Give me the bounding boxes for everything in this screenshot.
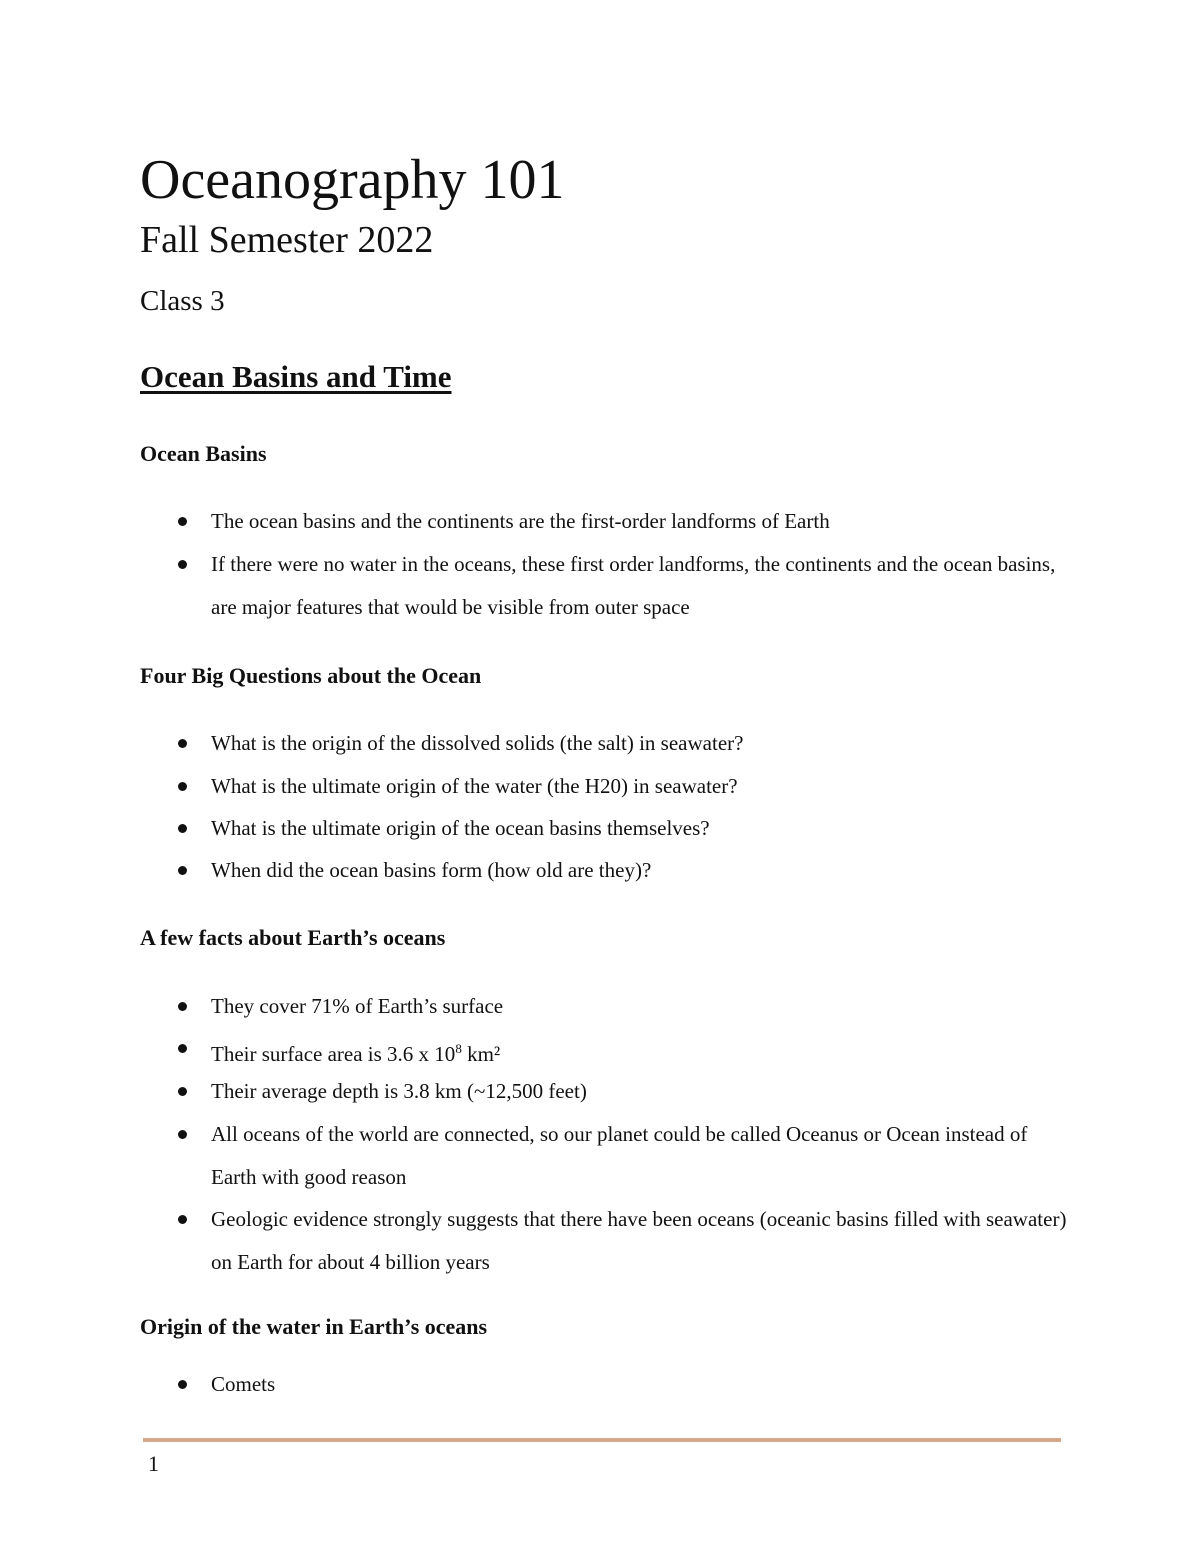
list-item <box>211 849 1071 892</box>
bullet-icon <box>178 824 187 833</box>
list-item-text: What is the ultimate origin of the ocean basins themselves? <box>211 816 710 840</box>
bullet-icon <box>178 866 187 875</box>
bullet-icon <box>178 1044 187 1053</box>
list-item <box>211 500 1071 543</box>
subheading-ocean-basins: Ocean Basins <box>140 441 267 466</box>
bullet-icon <box>178 1130 187 1139</box>
list-item <box>211 722 1071 765</box>
subheading-four-big-questions: Four Big Questions about the Ocean <box>140 663 482 688</box>
list-item-text: When did the ocean basins form (how old are they)? <box>211 858 652 882</box>
bullet-icon <box>178 782 187 791</box>
footer-rule <box>143 1438 1061 1442</box>
bullet-icon <box>178 1087 187 1096</box>
class-label: Class 3 <box>140 285 225 317</box>
bullet-icon <box>178 517 187 526</box>
bullet-icon <box>178 739 187 748</box>
list-item-text: The ocean basins and the continents are the first-order landforms of Earth <box>211 509 830 533</box>
document-title: Oceanography 101 <box>140 149 565 211</box>
list-item <box>211 1113 1071 1199</box>
list-item <box>211 985 1071 1028</box>
list-item <box>211 543 1071 629</box>
list-item-text: Their average depth is 3.8 km (~12,500 feet) <box>211 1079 587 1103</box>
surface-area-exponent: 8 <box>455 1041 462 1056</box>
subheading-origin-of-water: Origin of the water in Earth’s oceans <box>140 1314 488 1339</box>
list-item-text: Geologic evidence strongly suggests that there have been oceans (oceanic basins filled with seawater) on Earth for about 4 billion years <box>211 1207 1067 1274</box>
list-item <box>211 1198 1071 1284</box>
surface-area-suffix: km² <box>461 1042 501 1066</box>
bullet-icon <box>178 1002 187 1011</box>
subheading-facts: A few facts about Earth’s oceans <box>140 925 446 950</box>
list-item-text <box>211 1042 500 1066</box>
surface-area-prefix: Their surface area is 3.6 x 10 <box>211 1042 456 1066</box>
bullet-icon <box>178 560 187 569</box>
list-item-text: They cover 71% of Earth’s surface <box>211 994 504 1018</box>
bullet-icon <box>178 1215 187 1224</box>
list-item-text: All oceans of the world are connected, so our planet could be called Oceanus or Ocean instead of Earth with good reason <box>211 1122 1028 1189</box>
page-number: 1 <box>148 1451 159 1476</box>
list-item <box>211 1363 1071 1406</box>
list-item <box>211 765 1071 808</box>
list-item-text: What is the origin of the dissolved solids (the salt) in seawater? <box>211 731 744 755</box>
list-item <box>211 1070 1071 1113</box>
bullet-icon <box>178 1380 187 1389</box>
document-subtitle: Fall Semester 2022 <box>140 219 434 261</box>
list-item-text: Comets <box>211 1372 276 1396</box>
list-item <box>211 1027 1071 1076</box>
list-item-text: If there were no water in the oceans, these first order landforms, the continents and the ocean basins, are major features that would be visible from outer space <box>211 552 1056 619</box>
list-item-text: What is the ultimate origin of the water (the H20) in seawater? <box>211 774 738 798</box>
list-item <box>211 807 1071 850</box>
section-heading: Ocean Basins and Time <box>140 359 452 394</box>
